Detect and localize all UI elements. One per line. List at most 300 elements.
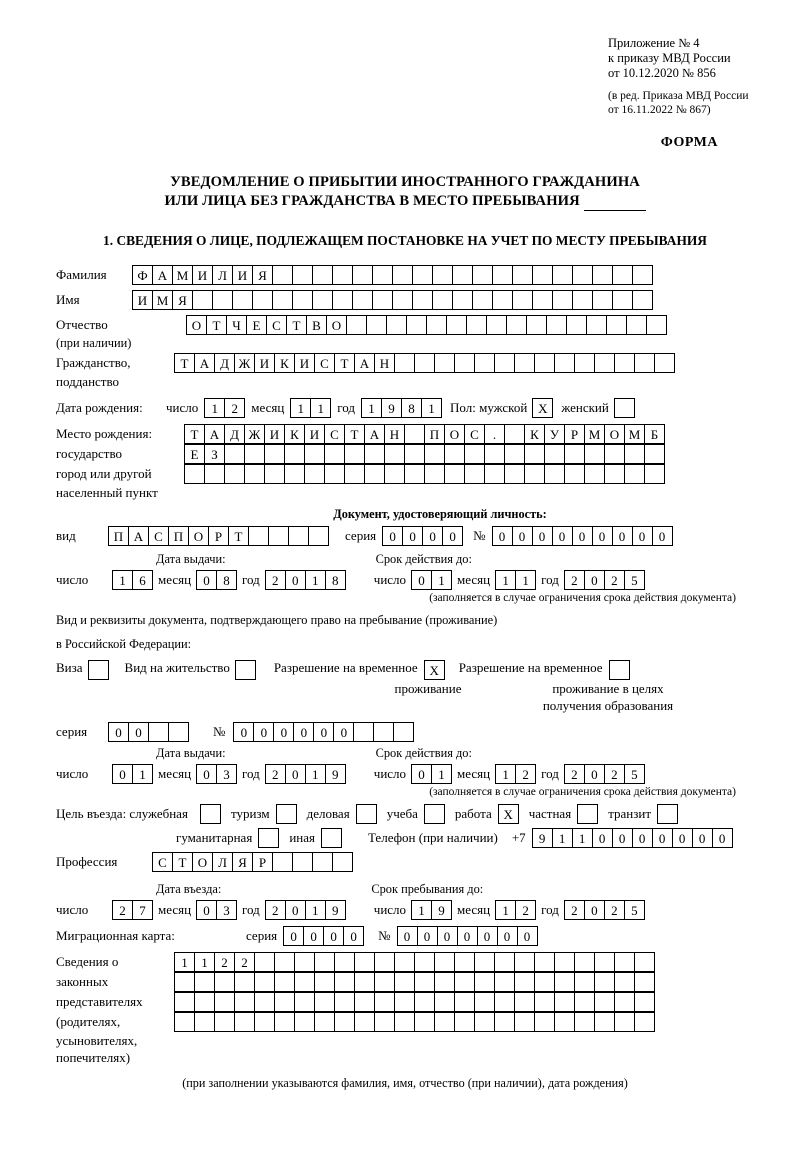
birth-day-cell[interactable]: 1 [204,398,225,418]
identity-series-cell[interactable]: 0 [442,526,463,546]
identity-valid-day-cell[interactable]: 1 [431,570,452,590]
name-cell[interactable] [572,290,593,310]
phone-cell[interactable]: 9 [532,828,553,848]
citizenship-cell[interactable] [394,353,415,373]
permit-number-cell[interactable]: 0 [333,722,354,742]
patronymic-cell[interactable] [466,315,487,335]
legal-1-cell[interactable]: 1 [194,952,215,972]
legal-2-cell[interactable] [414,972,435,992]
legal-3-cell[interactable] [594,992,615,1012]
name-cell[interactable] [432,290,453,310]
identity-number-cell[interactable]: 0 [492,526,513,546]
stay-year-cell[interactable]: 2 [604,900,625,920]
permit-issue-month-input[interactable] [196,764,237,784]
surname-cell[interactable] [632,265,653,285]
surname-cell[interactable] [332,265,353,285]
permit-series-cell[interactable] [168,722,189,742]
citizenship-cell[interactable] [654,353,675,373]
birthplace-1-cell[interactable]: И [304,424,325,444]
identity-valid-year-cell[interactable]: 2 [564,570,585,590]
surname-cell[interactable] [292,265,313,285]
permit-number-cell[interactable]: 0 [253,722,274,742]
birthplace-2-cell[interactable] [384,444,405,464]
patronymic-cell[interactable] [546,315,567,335]
permit-valid-year-input[interactable] [564,764,645,784]
birthplace-3-cell[interactable] [424,464,445,484]
legal-3-cell[interactable] [454,992,475,1012]
patronymic-cell[interactable]: В [306,315,327,335]
birthplace-2-cell[interactable]: З [204,444,225,464]
patronymic-cell[interactable] [566,315,587,335]
legal-3-cell[interactable] [374,992,395,1012]
birthplace-1-cell[interactable]: С [464,424,485,444]
identity-valid-day-cell[interactable]: 0 [411,570,432,590]
profession-cell[interactable] [292,852,313,872]
name-cell[interactable] [612,290,633,310]
birthplace-1-cell[interactable]: П [424,424,445,444]
name-cell[interactable]: Я [172,290,193,310]
legal-1-cell[interactable]: 2 [214,952,235,972]
temp-permit-checkbox[interactable]: X [424,660,445,680]
legal-2-cell[interactable] [374,972,395,992]
birthplace-1-cell[interactable]: Ж [244,424,265,444]
legal-4-cell[interactable] [174,1012,195,1032]
birthplace-1-cell[interactable]: Б [644,424,665,444]
identity-valid-month-input[interactable] [495,570,536,590]
legal-4-cell[interactable] [634,1012,655,1032]
profession-cell[interactable]: Р [252,852,273,872]
identity-valid-month-cell[interactable]: 1 [495,570,516,590]
birthplace-2-cell[interactable] [624,444,645,464]
permit-issue-day-cell[interactable]: 1 [132,764,153,784]
legal-4-cell[interactable] [494,1012,515,1032]
legal-3-cell[interactable] [574,992,595,1012]
legal-1-cell[interactable] [494,952,515,972]
legal-2-cell[interactable] [354,972,375,992]
profession-cell[interactable]: С [152,852,173,872]
legal-1-cell[interactable] [614,952,635,972]
citizenship-cell[interactable] [454,353,475,373]
patronymic-cell[interactable] [606,315,627,335]
birthplace-1-cell[interactable]: А [204,424,225,444]
profession-input[interactable] [152,852,353,872]
migration-number-cell[interactable]: 0 [437,926,458,946]
legal-2-cell[interactable] [614,972,635,992]
citizenship-cell[interactable]: С [314,353,335,373]
surname-cell[interactable]: Ф [132,265,153,285]
birthplace-3-cell[interactable] [284,464,305,484]
sex-female-checkbox[interactable] [614,398,635,418]
patronymic-cell[interactable]: Е [246,315,267,335]
migration-number-input[interactable] [397,926,538,946]
citizenship-cell[interactable] [534,353,555,373]
surname-cell[interactable] [272,265,293,285]
profession-cell[interactable] [272,852,293,872]
legal-1-cell[interactable]: 2 [234,952,255,972]
birthplace-3-cell[interactable] [344,464,365,484]
patronymic-cell[interactable]: Ч [226,315,247,335]
permit-number-cell[interactable] [353,722,374,742]
permit-valid-day-cell[interactable]: 1 [431,764,452,784]
migration-series-cell[interactable]: 0 [343,926,364,946]
birthplace-2-cell[interactable] [544,444,565,464]
surname-cell[interactable] [312,265,333,285]
identity-issue-year-cell[interactable]: 0 [285,570,306,590]
identity-number-cell[interactable]: 0 [552,526,573,546]
name-cell[interactable] [212,290,233,310]
permit-valid-month-input[interactable] [495,764,536,784]
identity-issue-month-cell[interactable]: 0 [196,570,217,590]
surname-cell[interactable] [352,265,373,285]
legal-3-cell[interactable] [334,992,355,1012]
birthplace-3-cell[interactable] [404,464,425,484]
identity-number-cell[interactable]: 0 [512,526,533,546]
legal-4-cell[interactable] [314,1012,335,1032]
identity-valid-year-cell[interactable]: 2 [604,570,625,590]
citizenship-cell[interactable]: Т [174,353,195,373]
patronymic-cell[interactable] [586,315,607,335]
purpose-checkbox-4[interactable]: X [498,804,519,824]
permit-issue-day-cell[interactable]: 0 [112,764,133,784]
stay-day-cell[interactable]: 1 [411,900,432,920]
permit-issue-month-cell[interactable]: 0 [196,764,217,784]
birth-day-input[interactable] [204,398,245,418]
phone-cell[interactable]: 0 [652,828,673,848]
birthplace-1-cell[interactable]: У [544,424,565,444]
legal-1-cell[interactable] [414,952,435,972]
stay-month-cell[interactable]: 1 [495,900,516,920]
birthplace-3-cell[interactable] [384,464,405,484]
name-cell[interactable] [552,290,573,310]
phone-cell[interactable]: 0 [612,828,633,848]
identity-type-cell[interactable]: Р [208,526,229,546]
surname-cell[interactable] [532,265,553,285]
stay-month-cell[interactable]: 2 [515,900,536,920]
birthplace-3-cell[interactable] [604,464,625,484]
identity-issue-day-cell[interactable]: 1 [112,570,133,590]
patronymic-input[interactable] [186,315,667,335]
migration-number-cell[interactable]: 0 [397,926,418,946]
identity-valid-year-cell[interactable]: 5 [624,570,645,590]
legal-3-cell[interactable] [534,992,555,1012]
permit-valid-month-cell[interactable]: 1 [495,764,516,784]
birthplace-3-cell[interactable] [584,464,605,484]
stay-day-input[interactable] [411,900,452,920]
birthplace-3-cell[interactable] [224,464,245,484]
name-cell[interactable] [632,290,653,310]
name-cell[interactable] [592,290,613,310]
identity-number-input[interactable] [492,526,673,546]
permit-issue-year-cell[interactable]: 2 [265,764,286,784]
legal-4-cell[interactable] [374,1012,395,1032]
citizenship-cell[interactable]: Д [214,353,235,373]
birth-month-cell[interactable]: 1 [290,398,311,418]
birthplace-line-2-input[interactable] [184,444,665,464]
permit-number-cell[interactable]: 0 [233,722,254,742]
birthplace-1-cell[interactable]: О [444,424,465,444]
name-cell[interactable] [532,290,553,310]
migration-series-cell[interactable]: 0 [303,926,324,946]
patronymic-cell[interactable]: Т [206,315,227,335]
legal-line-2-input[interactable] [174,972,655,992]
legal-4-cell[interactable] [534,1012,555,1032]
purpose-checkbox-1[interactable] [276,804,297,824]
identity-valid-day-input[interactable] [411,570,452,590]
legal-4-cell[interactable] [614,1012,635,1032]
legal-1-cell[interactable] [354,952,375,972]
sex-male-checkbox[interactable]: X [532,398,553,418]
identity-number-cell[interactable]: 0 [652,526,673,546]
name-cell[interactable] [492,290,513,310]
stay-year-cell[interactable]: 5 [624,900,645,920]
name-cell[interactable] [372,290,393,310]
visa-checkbox[interactable] [88,660,109,680]
permit-issue-month-cell[interactable]: 3 [216,764,237,784]
permit-issue-year-input[interactable] [265,764,346,784]
entry-month-input[interactable] [196,900,237,920]
birthplace-2-cell[interactable] [344,444,365,464]
entry-year-cell[interactable]: 2 [265,900,286,920]
surname-cell[interactable] [512,265,533,285]
birthplace-3-cell[interactable] [184,464,205,484]
birthplace-1-cell[interactable]: . [484,424,505,444]
patronymic-cell[interactable] [506,315,527,335]
identity-type-input[interactable] [108,526,329,546]
legal-2-cell[interactable] [334,972,355,992]
citizenship-cell[interactable] [614,353,635,373]
citizenship-cell[interactable] [634,353,655,373]
birthplace-1-cell[interactable]: С [324,424,345,444]
identity-series-cell[interactable]: 0 [382,526,403,546]
entry-day-cell[interactable]: 2 [112,900,133,920]
surname-cell[interactable] [572,265,593,285]
profession-cell[interactable]: О [192,852,213,872]
permit-valid-year-cell[interactable]: 2 [604,764,625,784]
permit-number-cell[interactable]: 0 [313,722,334,742]
identity-type-cell[interactable]: П [168,526,189,546]
surname-cell[interactable] [432,265,453,285]
legal-2-cell[interactable] [574,972,595,992]
legal-3-cell[interactable] [214,992,235,1012]
entry-month-cell[interactable]: 3 [216,900,237,920]
entry-year-cell[interactable]: 1 [305,900,326,920]
identity-type-cell[interactable] [268,526,289,546]
name-cell[interactable] [392,290,413,310]
legal-4-cell[interactable] [354,1012,375,1032]
name-cell[interactable]: М [152,290,173,310]
purpose-checkbox-2[interactable] [356,804,377,824]
identity-type-cell[interactable] [288,526,309,546]
stay-month-input[interactable] [495,900,536,920]
citizenship-cell[interactable] [554,353,575,373]
patronymic-cell[interactable] [526,315,547,335]
legal-3-cell[interactable] [434,992,455,1012]
entry-year-cell[interactable]: 0 [285,900,306,920]
legal-1-cell[interactable] [534,952,555,972]
entry-day-cell[interactable]: 7 [132,900,153,920]
legal-1-cell[interactable] [634,952,655,972]
purpose-checkbox-8[interactable] [321,828,342,848]
birth-year-cell[interactable]: 9 [381,398,402,418]
surname-cell[interactable] [472,265,493,285]
legal-2-cell[interactable] [214,972,235,992]
patronymic-cell[interactable]: О [186,315,207,335]
identity-number-cell[interactable]: 0 [592,526,613,546]
legal-1-cell[interactable] [254,952,275,972]
birthplace-2-cell[interactable] [364,444,385,464]
legal-1-cell[interactable]: 1 [174,952,195,972]
legal-3-cell[interactable] [394,992,415,1012]
legal-2-cell[interactable] [274,972,295,992]
residence-checkbox[interactable] [235,660,256,680]
birth-year-cell[interactable]: 8 [401,398,422,418]
legal-3-cell[interactable] [554,992,575,1012]
legal-2-cell[interactable] [554,972,575,992]
name-cell[interactable] [512,290,533,310]
permit-issue-year-cell[interactable]: 1 [305,764,326,784]
permit-valid-day-input[interactable] [411,764,452,784]
patronymic-cell[interactable]: С [266,315,287,335]
citizenship-cell[interactable] [474,353,495,373]
migration-number-cell[interactable]: 0 [477,926,498,946]
entry-year-input[interactable] [265,900,346,920]
name-cell[interactable] [312,290,333,310]
legal-1-cell[interactable] [514,952,535,972]
identity-issue-year-cell[interactable]: 1 [305,570,326,590]
identity-number-cell[interactable]: 0 [632,526,653,546]
name-cell[interactable] [472,290,493,310]
birthplace-3-cell[interactable] [544,464,565,484]
birth-year-cell[interactable]: 1 [361,398,382,418]
identity-valid-month-cell[interactable]: 1 [515,570,536,590]
citizenship-cell[interactable]: К [274,353,295,373]
birth-month-input[interactable] [290,398,331,418]
legal-1-cell[interactable] [474,952,495,972]
surname-cell[interactable] [372,265,393,285]
birthplace-2-cell[interactable] [484,444,505,464]
name-cell[interactable] [332,290,353,310]
entry-month-cell[interactable]: 0 [196,900,217,920]
birthplace-2-cell[interactable] [604,444,625,464]
birthplace-2-cell[interactable] [524,444,545,464]
citizenship-cell[interactable]: А [354,353,375,373]
identity-issue-day-input[interactable] [112,570,153,590]
purpose-checkbox-5[interactable] [577,804,598,824]
name-cell[interactable] [272,290,293,310]
phone-cell[interactable]: 0 [692,828,713,848]
name-cell[interactable] [192,290,213,310]
legal-3-cell[interactable] [474,992,495,1012]
permit-valid-year-cell[interactable]: 2 [564,764,585,784]
name-cell[interactable]: И [132,290,153,310]
legal-4-cell[interactable] [254,1012,275,1032]
profession-cell[interactable]: Т [172,852,193,872]
patronymic-cell[interactable] [346,315,367,335]
birthplace-2-cell[interactable] [584,444,605,464]
birthplace-1-cell[interactable]: А [364,424,385,444]
legal-3-cell[interactable] [614,992,635,1012]
name-cell[interactable] [292,290,313,310]
patronymic-cell[interactable]: О [326,315,347,335]
permit-number-cell[interactable] [393,722,414,742]
legal-3-cell[interactable] [514,992,535,1012]
legal-2-cell[interactable] [454,972,475,992]
legal-2-cell[interactable] [394,972,415,992]
identity-type-cell[interactable]: А [128,526,149,546]
citizenship-cell[interactable] [494,353,515,373]
patronymic-cell[interactable] [626,315,647,335]
birthplace-3-cell[interactable] [444,464,465,484]
profession-cell[interactable]: Л [212,852,233,872]
legal-2-cell[interactable] [314,972,335,992]
identity-type-cell[interactable] [248,526,269,546]
legal-3-cell[interactable] [494,992,515,1012]
legal-2-cell[interactable] [174,972,195,992]
birthplace-2-cell[interactable] [244,444,265,464]
surname-cell[interactable]: Я [252,265,273,285]
entry-day-input[interactable] [112,900,153,920]
identity-issue-year-cell[interactable]: 2 [265,570,286,590]
legal-2-cell[interactable] [634,972,655,992]
identity-issue-month-input[interactable] [196,570,237,590]
legal-1-cell[interactable] [294,952,315,972]
legal-1-cell[interactable] [434,952,455,972]
legal-4-cell[interactable] [234,1012,255,1032]
birthplace-2-cell[interactable] [644,444,665,464]
birthplace-1-cell[interactable]: О [604,424,625,444]
birthplace-2-cell[interactable] [324,444,345,464]
citizenship-cell[interactable]: И [294,353,315,373]
stay-year-input[interactable] [564,900,645,920]
legal-3-cell[interactable] [314,992,335,1012]
legal-line-1-input[interactable] [174,952,655,972]
birthplace-3-cell[interactable] [364,464,385,484]
stay-day-cell[interactable]: 9 [431,900,452,920]
birthplace-2-cell[interactable] [424,444,445,464]
legal-1-cell[interactable] [274,952,295,972]
permit-valid-day-cell[interactable]: 0 [411,764,432,784]
legal-2-cell[interactable] [534,972,555,992]
birthplace-3-cell[interactable] [564,464,585,484]
purpose-checkbox-6[interactable] [657,804,678,824]
identity-number-cell[interactable]: 0 [532,526,553,546]
citizenship-cell[interactable] [514,353,535,373]
legal-3-cell[interactable] [354,992,375,1012]
legal-4-cell[interactable] [514,1012,535,1032]
permit-issue-year-cell[interactable]: 0 [285,764,306,784]
identity-issue-month-cell[interactable]: 8 [216,570,237,590]
citizenship-cell[interactable]: И [254,353,275,373]
birthplace-1-cell[interactable]: Т [184,424,205,444]
phone-cell[interactable]: 0 [672,828,693,848]
birthplace-3-cell[interactable] [324,464,345,484]
legal-1-cell[interactable] [334,952,355,972]
stay-year-cell[interactable]: 0 [584,900,605,920]
legal-4-cell[interactable] [394,1012,415,1032]
migration-number-cell[interactable]: 0 [457,926,478,946]
legal-1-cell[interactable] [374,952,395,972]
legal-2-cell[interactable] [594,972,615,992]
name-input[interactable] [132,290,653,310]
legal-1-cell[interactable] [594,952,615,972]
migration-series-cell[interactable]: 0 [323,926,344,946]
identity-issue-day-cell[interactable]: 6 [132,570,153,590]
phone-input[interactable] [532,828,733,848]
legal-2-cell[interactable] [494,972,515,992]
legal-3-cell[interactable] [414,992,435,1012]
legal-1-cell[interactable] [574,952,595,972]
legal-line-3-input[interactable] [174,992,655,1012]
